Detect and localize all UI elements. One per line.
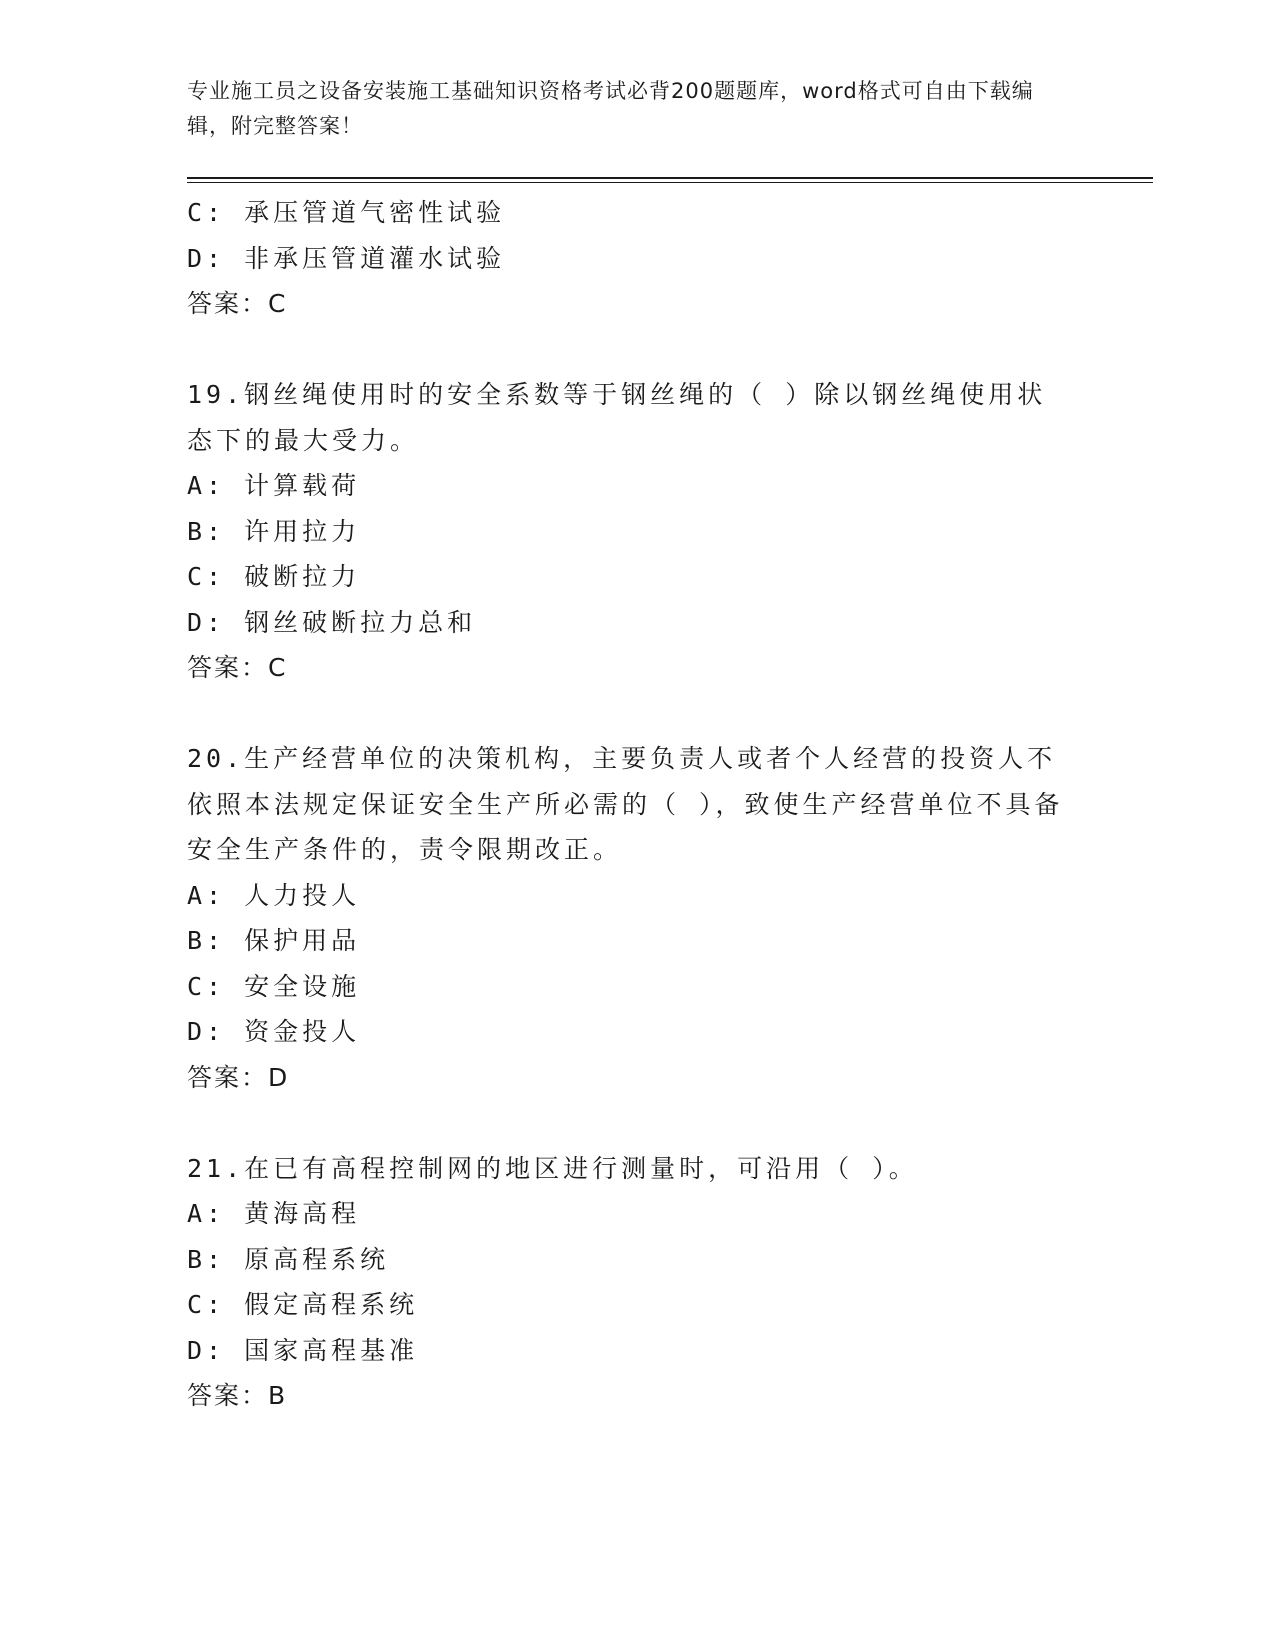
question-stem: 20.生产经营单位的决策机构，主要负责人或者个人经营的投资人不依照本法规定保证安全生产所必需的（ ），致使生产经营单位不具备安全生产条件的，责令限期改正。 [187,744,1064,864]
option-b: B: 保护用品 [187,926,361,955]
option-b: B: 许用拉力 [187,516,361,546]
header-rule-thick [187,177,1153,179]
page-header: 专业施工员之设备安装施工基础知识资格考试必背200题题库，word格式可自由下载编辑，附完整答案！ [187,79,1034,138]
header-rule-thin [187,182,1153,183]
option-a: A: 黄海高程 [187,1199,361,1228]
answer-line: 答案：C [187,289,288,318]
answer-line: 答案：B [187,1381,288,1410]
answer-line: 答案：C [187,653,288,682]
question-stem: 21.在已有高程控制网的地区进行测量时，可沿用（ ）。 [187,1153,918,1183]
question-stem: 19.钢丝绳使用时的安全系数等于钢丝绳的（ ）除以钢丝绳使用状态下的最大受力。 [187,380,1047,455]
option-c: C: 破断拉力 [187,562,361,591]
question-content [187,190,1087,1419]
option-a: A: 人力投人 [187,880,361,910]
option-d: D: 资金投人 [187,1017,361,1046]
option-d: D: 国家高程基准 [187,1335,419,1365]
option-d: D: 钢丝破断拉力总和 [187,607,477,637]
option-c: C: 承压管道气密性试验 [187,198,506,227]
option-c: C: 安全设施 [187,971,361,1001]
option-a: A: 计算载荷 [187,471,361,500]
option-d: D: 非承压管道灌水试验 [187,243,506,273]
option-b: B: 原高程系统 [187,1244,390,1274]
answer-line: 答案：D [187,1062,290,1092]
option-c: C: 假定高程系统 [187,1290,419,1319]
